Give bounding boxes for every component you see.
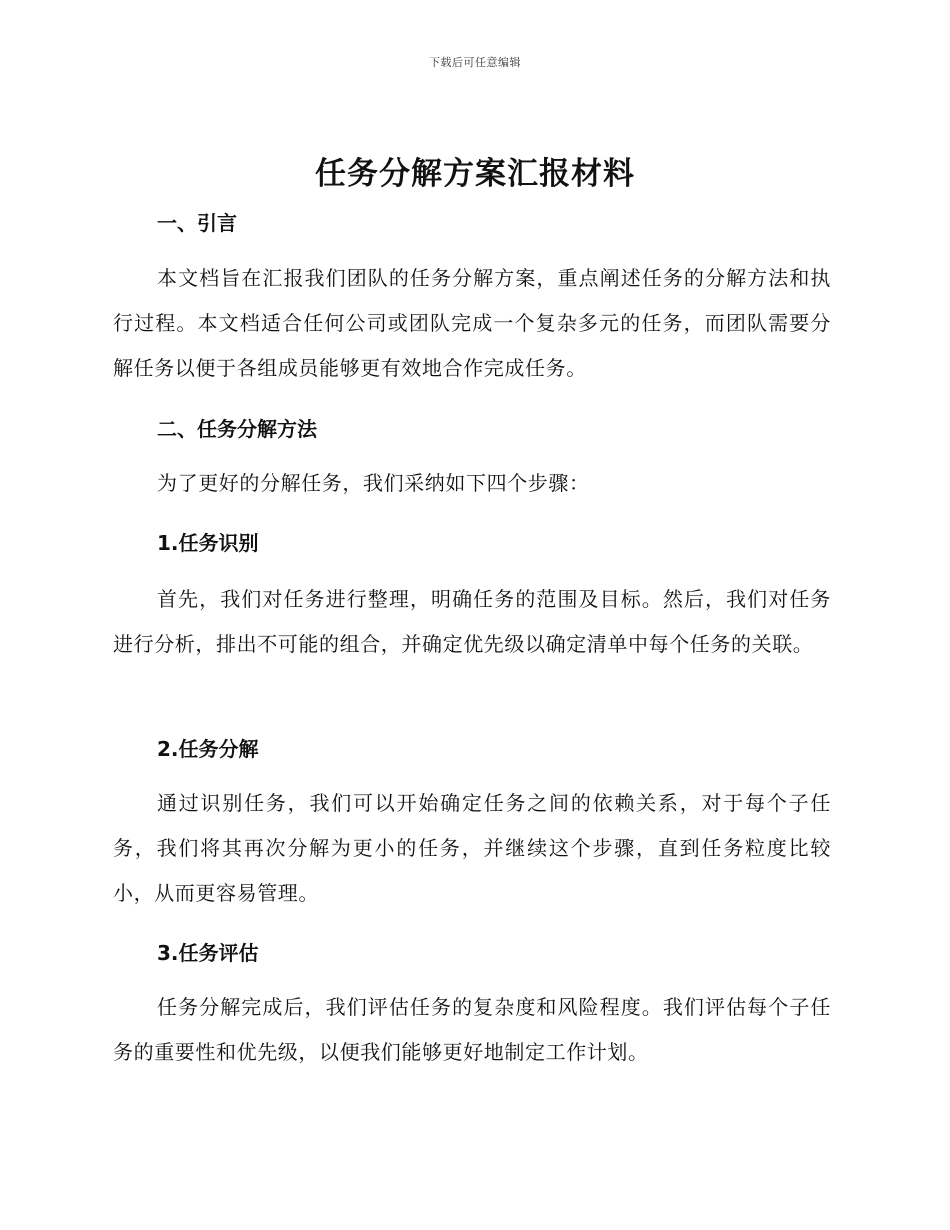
- paragraph-method-intro: 为了更好的分解任务，我们采纳如下四个步骤：: [157, 471, 590, 495]
- paragraph-task-identification: 首先，我们对任务进行整理，明确任务的范围及目标。然后，我们对任务进行分析，排出不可能的组合，并确定优先级以确定清单中每个任务的关联。: [113, 587, 831, 656]
- subheading-task-identification: 1.任务识别: [157, 531, 259, 555]
- document-title: 任务分解方案汇报材料: [315, 156, 635, 192]
- subheading-task-decomposition: 2.任务分解: [157, 737, 259, 761]
- section-heading-introduction: 一、引言: [157, 211, 237, 235]
- header-note: 下载后可任意编辑: [429, 56, 521, 69]
- subheading-task-evaluation: 3.任务评估: [157, 941, 259, 965]
- paragraph-introduction: 本文档旨在汇报我们团队的任务分解方案，重点阐述任务的分解方法和执行过程。本文档适合任何公司或团队完成一个复杂多元的任务，而团队需要分解任务以便于各组成员能够更有效地合作完成任务。: [113, 266, 831, 380]
- paragraph-task-evaluation: 任务分解完成后，我们评估任务的复杂度和风险程度。我们评估每个子任务的重要性和优先级，以便我们能够更好地制定工作计划。: [113, 995, 831, 1064]
- paragraph-task-decomposition: 通过识别任务，我们可以开始确定任务之间的依赖关系，对于每个子任务，我们将其再次分解为更小的任务，并继续这个步骤，直到任务粒度比较小，从而更容易管理。: [113, 791, 831, 905]
- section-heading-method: 二、任务分解方法: [157, 417, 317, 441]
